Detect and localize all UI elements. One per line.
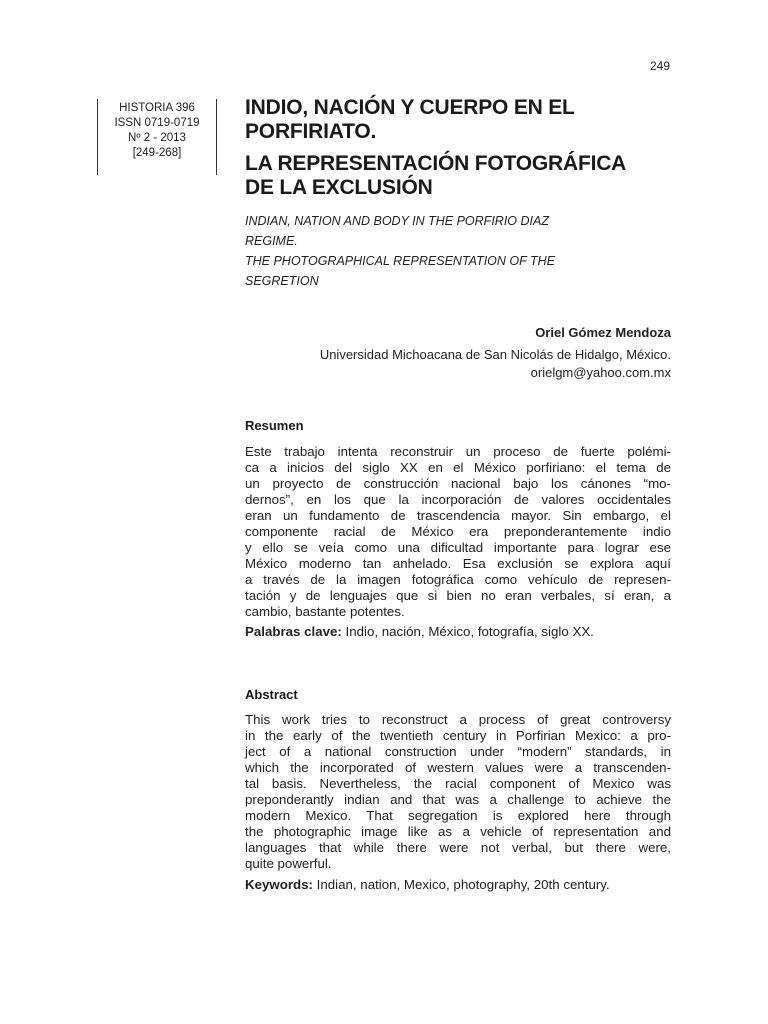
journal-issue: Nº 2 - 2013 [128, 132, 186, 144]
resumen-line: eran un fundamento de trascendencia mayor. Sin embargo, el [245, 508, 671, 523]
article-subtitle [245, 152, 671, 200]
subtitle-line: LA REPRESENTACIÓN FOTOGRÁFICA [245, 152, 627, 175]
abstract-line: tal basis. Nevertheless, the racial component of Mexico was [245, 776, 671, 791]
keywords-list: Indio, nación, México, fotografía, siglo XX. [341, 624, 594, 639]
abstract-line: languages that while there were not verbal, but there were, [245, 840, 671, 855]
title-line: PORFIRIATO. [245, 120, 377, 143]
keywords-list: Indian, nation, Mexico, photography, 20th century. [312, 877, 610, 892]
english-title-line: THE PHOTOGRAPHICAL REPRESENTATION OF THE [245, 254, 556, 268]
resumen-line: Este trabajo intenta reconstruir un proceso de fuerte polémi- [245, 444, 671, 459]
journal-info-box [97, 99, 217, 175]
english-title-line: REGIME. [245, 234, 298, 248]
journal-pages: [249-268] [132, 147, 182, 159]
resumen-line: un proyecto de construcción nacional bajo los cánones “mo- [245, 476, 671, 491]
resumen-line: México moderno tan anhelado. Esa exclusión se explora aquí [245, 556, 671, 571]
abstract-keywords [245, 877, 671, 893]
resumen-line: cambio, bastante potentes. [245, 604, 405, 619]
abstract-line: in the early of the twentieth century in Porfirian Mexico: a pro- [245, 728, 671, 743]
subtitle-line: DE LA EXCLUSIÓN [245, 176, 433, 199]
title-line: INDIO, NACIÓN Y CUERPO EN EL [245, 96, 575, 119]
abstract-line: which the incorporated of western values were a transcenden- [245, 760, 671, 775]
resumen-line: componente racial de México era preponderantemente indio [245, 524, 671, 539]
resumen-line: y ello se veía como una dificultad importante para lograr ese [245, 540, 671, 555]
resumen-line: a través de la imagen fotográfica como vehículo de represen- [245, 572, 671, 587]
resumen-line: tación y de lenguajes que si bien no eran verbales, sí eran, a [245, 588, 671, 603]
author-email: orielgm@yahoo.com.mx [530, 365, 671, 380]
abstract-line: preponderantly indian and that was a challenge to achieve the [245, 792, 671, 807]
abstract-line: quite powerful. [245, 856, 332, 871]
abstract-text [245, 712, 671, 872]
abstract-line: modern Mexico. That segregation is explored here through [245, 808, 671, 823]
abstract-heading: Abstract [245, 687, 298, 702]
author-affiliation: Universidad Michoacana de San Nicolás de Hidalgo, México. [319, 347, 671, 362]
article-title [245, 96, 671, 144]
resumen-keywords [245, 624, 671, 640]
journal-name: HISTORIA 396 [119, 102, 195, 114]
resumen-line: dernos”, en los que la incorporación de valores occidentales [245, 492, 671, 507]
journal-issn: ISSN 0719-0719 [114, 117, 200, 129]
abstract-line: This work tries to reconstruct a process of great controversy [245, 712, 671, 727]
resumen-line: ca a inicios del siglo XX en el México porfiriano: el tema de [245, 460, 671, 475]
resumen-heading: Resumen [245, 418, 304, 433]
author-name: Oriel Gómez Mendoza [535, 325, 671, 340]
author-block [245, 324, 671, 382]
abstract-line: ject of a national construction under “modern” standards, in [245, 744, 671, 759]
english-title-line: SEGRETION [245, 274, 319, 288]
abstract-line: the photographic image like as a vehicle of representation and [245, 824, 671, 839]
page-number: 249 [649, 59, 670, 73]
english-title-line: INDIAN, NATION AND BODY IN THE PORFIRIO DIAZ [245, 214, 549, 228]
english-title [245, 211, 671, 291]
keywords-label: Palabras clave: [245, 624, 342, 639]
keywords-label: Keywords: [245, 877, 313, 892]
resumen-text [245, 444, 671, 620]
